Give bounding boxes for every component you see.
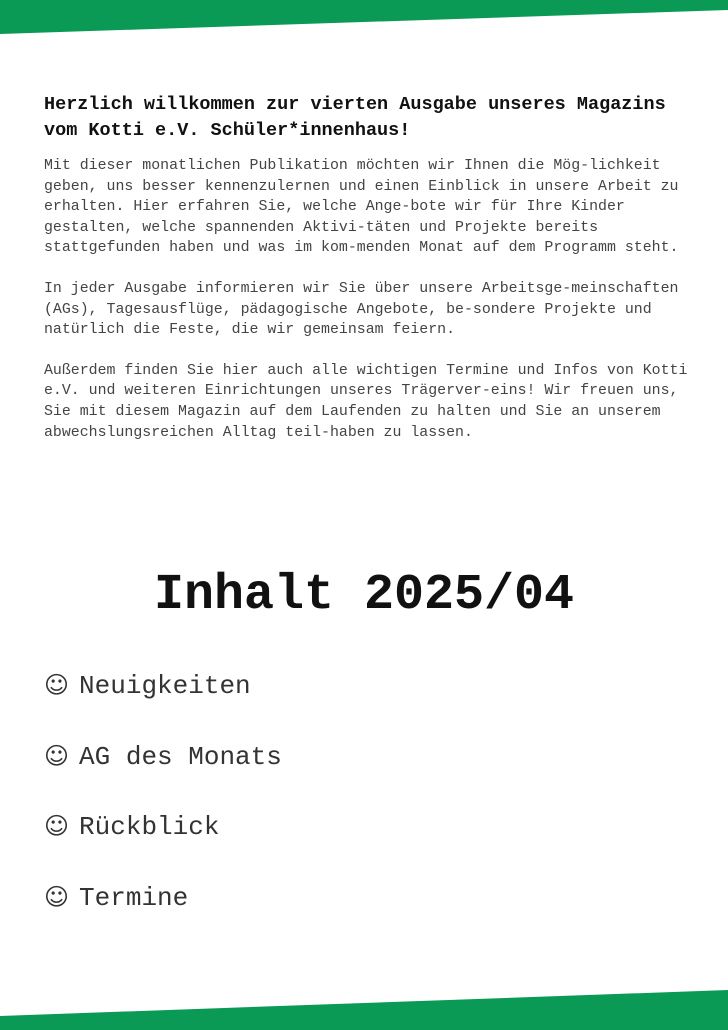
toc-item-label: AG des Monats xyxy=(79,741,282,772)
toc-list xyxy=(44,665,282,947)
smiley-icon: ☺ xyxy=(44,741,70,770)
intro-paragraph-3: Außerdem finden Sie hier auch alle wichtigen Termine und Infos von Kotti e.V. und weiteren Einrichtungen unseres Trägerver-eins! Wir freuen uns, Sie mit diesem Magazin auf dem Laufenden zu halten und Sie an unserem abwechslungsreichen Alltag teil-haben zu lassen. xyxy=(44,362,688,441)
toc-title: Inhalt 2025/04 xyxy=(153,567,575,624)
welcome-heading: Herzlich willkommen zur vierten Ausgabe unseres Magazins vom Kotti e.V. Schüler*innenhaus! xyxy=(44,94,666,141)
smiley-icon: ☺ xyxy=(44,812,70,840)
toc-item-ag-des-monats xyxy=(44,736,282,776)
smiley-icon: ☺ xyxy=(44,671,70,699)
toc-item-label: Neuigkeiten xyxy=(79,671,251,701)
toc-item-rueckblick xyxy=(44,806,282,846)
smiley-icon: ☺ xyxy=(44,882,70,911)
toc-item-label: Rückblick xyxy=(79,812,220,842)
bottom-green-band xyxy=(0,990,728,1030)
intro-section xyxy=(44,92,694,443)
top-band-shape xyxy=(0,0,728,34)
intro-paragraph-1: Mit dieser monatlichen Publikation möchten wir Ihnen die Mög-lichkeit geben, uns besser kennenzulernen und einen Einblick in unsere Arbeit zu erhalten. Hier erfahren Sie, welche Ange-bote wir für Ihre Kinder gestalten, welche spannenden Aktivi-täten und Projekte bereits stattgefunden haben und was im kom-menden Monat auf dem Programm steht. xyxy=(44,158,679,257)
top-green-band xyxy=(0,0,728,34)
toc-item-label: Termine xyxy=(79,882,189,913)
bottom-band-shape xyxy=(0,990,728,1030)
toc-item-termine xyxy=(44,877,282,917)
toc-item-neuigkeiten xyxy=(44,665,282,705)
intro-paragraph-2: In jeder Ausgabe informieren wir Sie über unsere Arbeitsge-meinschaften (AGs), Tagesausflüge, pädagogische Angebote, be-sondere Projekte und natürlich die Feste, die wir gemeinsam feiern. xyxy=(44,280,679,339)
